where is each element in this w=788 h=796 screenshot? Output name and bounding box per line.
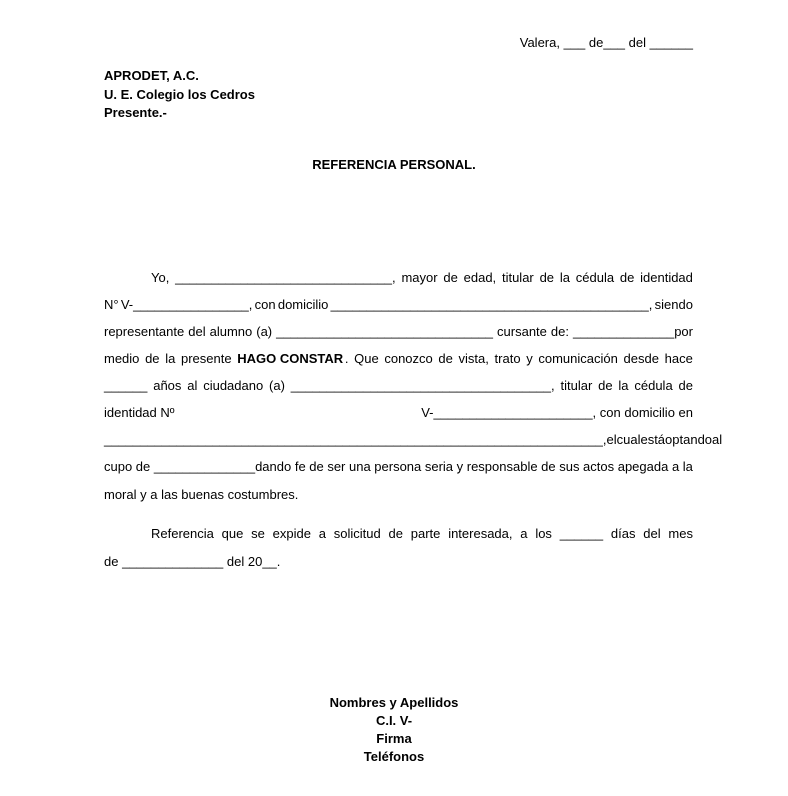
word: de: <box>550 324 569 339</box>
word: de <box>598 378 613 393</box>
word: con <box>254 297 276 312</box>
word: del <box>188 324 206 339</box>
word: una <box>348 459 371 474</box>
word: cual <box>616 432 641 447</box>
word: fe <box>294 459 306 474</box>
identity-value: V-______________________, con domicilio en <box>421 405 693 420</box>
body-line-2 <box>104 297 693 314</box>
word: la <box>559 270 570 285</box>
word: responsable <box>466 459 538 474</box>
word: N° <box>104 297 119 312</box>
signature-name: Nombres y Apellidos <box>329 695 459 710</box>
signature-label: Firma <box>376 731 412 746</box>
body-line-4 <box>104 351 693 368</box>
word: está <box>640 432 666 447</box>
word: vista, <box>458 351 489 366</box>
word: cédula <box>575 270 615 285</box>
word: apegada <box>617 459 669 474</box>
body-line-9 <box>104 487 693 504</box>
word: de <box>539 270 555 285</box>
signature-phones: Teléfonos <box>363 749 425 764</box>
body-line-6 <box>104 405 693 422</box>
closing-line-2 <box>104 554 693 571</box>
word: ______________________________, <box>175 270 396 285</box>
word: al <box>712 432 723 447</box>
word: los <box>535 526 552 541</box>
word: parte <box>410 526 441 541</box>
word: de <box>541 459 556 474</box>
word: siendo <box>654 297 693 312</box>
word: Yo, <box>151 270 170 285</box>
word: se <box>251 526 265 541</box>
word: alumno <box>209 324 253 339</box>
body-line-1 <box>151 270 693 287</box>
word: mayor <box>401 270 438 285</box>
word: ______________dando <box>153 459 292 474</box>
word: comunicación <box>538 351 618 366</box>
word: del <box>643 526 661 541</box>
word: que <box>221 526 244 541</box>
word: domicilio <box>277 297 329 312</box>
body-line-8 <box>104 459 693 476</box>
word: conozco <box>384 351 433 366</box>
body-line-9-text: moral y a las buenas costumbres. <box>104 487 299 502</box>
word: al <box>187 378 198 393</box>
word: la <box>618 378 629 393</box>
word: representante <box>104 324 185 339</box>
word: ____________________________________, <box>290 378 555 393</box>
word: identidad <box>640 270 693 285</box>
word: mes <box>668 526 693 541</box>
word: edad, <box>463 270 497 285</box>
word: persona <box>374 459 422 474</box>
addressee-school: U. E. Colegio los Cedros <box>104 87 255 102</box>
word: titular <box>560 378 593 393</box>
word: (a) <box>269 378 285 393</box>
closing-line-1 <box>151 526 693 543</box>
word: Que <box>354 351 379 366</box>
word: sus <box>559 459 580 474</box>
word: la <box>682 459 693 474</box>
addressee-org: APRODET, A.C. <box>104 68 199 83</box>
hago-constar-text: HAGO CONSTAR <box>237 351 344 366</box>
word: hace <box>664 351 693 366</box>
word: años <box>153 378 182 393</box>
word: y <box>456 459 464 474</box>
signature-id: C.I. V- <box>375 713 413 728</box>
word: ______ <box>559 526 604 541</box>
word: de <box>438 351 453 366</box>
word: titular <box>501 270 534 285</box>
word: presente <box>180 351 232 366</box>
word: seria <box>424 459 454 474</box>
word: de <box>443 270 458 285</box>
word: _____________________________________________________________________, <box>104 432 607 447</box>
word: la <box>165 351 176 366</box>
closing-line-2-text: de ______________ del 20__. <box>104 554 281 569</box>
identity-label: identidad Nº <box>104 405 175 420</box>
body-line-5 <box>104 378 693 395</box>
word: a <box>318 526 326 541</box>
word: ser <box>327 459 346 474</box>
word: desde <box>623 351 659 366</box>
word: ______________por <box>572 324 693 339</box>
word: interesada, <box>448 526 513 541</box>
word: trato <box>494 351 521 366</box>
word: cursante <box>497 324 547 339</box>
word: solicitud <box>333 526 381 541</box>
word: ciudadano <box>203 378 264 393</box>
word: Referencia <box>151 526 214 541</box>
document-title: REFERENCIA PERSONAL. <box>312 157 476 172</box>
word: . <box>344 351 349 366</box>
word: V-________________, <box>120 297 253 312</box>
word: cupo <box>104 459 133 474</box>
word: de <box>145 351 160 366</box>
word: ______ <box>104 378 148 393</box>
word: a <box>520 526 528 541</box>
word: ____________________________________________, <box>330 297 653 312</box>
word: de <box>678 378 693 393</box>
addressee-present: Presente.- <box>104 105 167 120</box>
date-line: Valera, ___ de___ del ______ <box>519 35 693 50</box>
word: y <box>526 351 533 366</box>
word: de <box>388 526 403 541</box>
word: (a) <box>256 324 273 339</box>
word: ______________________________ <box>276 324 494 339</box>
word: expide <box>272 526 311 541</box>
word: optando <box>665 432 713 447</box>
word: actos <box>583 459 615 474</box>
word: de <box>135 459 151 474</box>
body-line-7 <box>104 432 723 449</box>
word: de <box>309 459 324 474</box>
word: días <box>610 526 636 541</box>
word: a <box>671 459 680 474</box>
word: de <box>619 270 635 285</box>
word: medio <box>104 351 140 366</box>
word: cédula <box>634 378 673 393</box>
word: el <box>606 432 617 447</box>
body-line-3 <box>104 324 693 341</box>
